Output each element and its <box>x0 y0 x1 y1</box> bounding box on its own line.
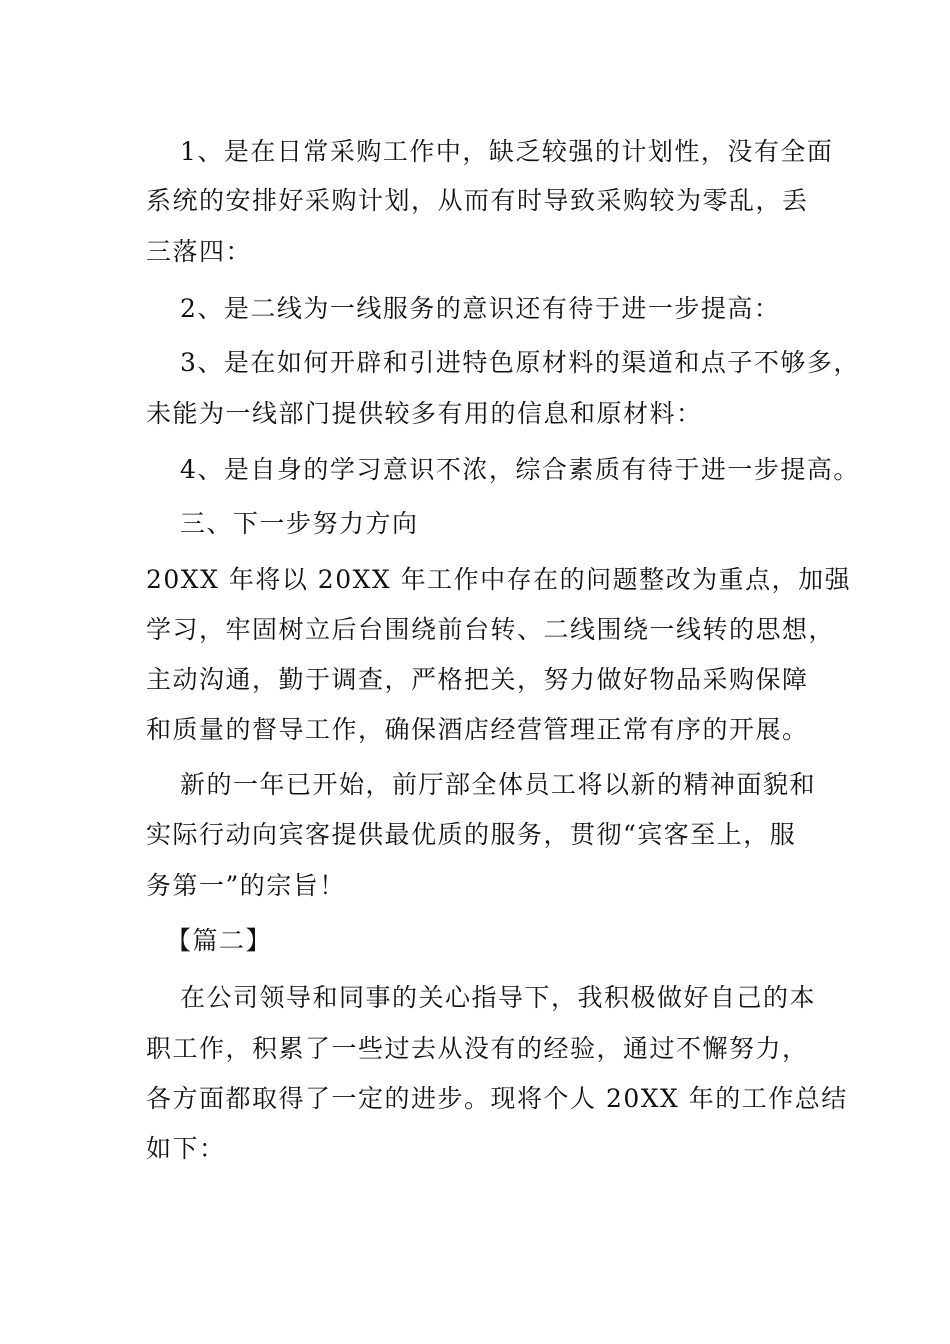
body-line-15: 务第一”的宗旨！ <box>146 871 346 900</box>
body-line-7: 4、是自身的学习意识不浓，综合素质有待于进一步提高。 <box>180 455 860 484</box>
body-line-10: 学习，牢固树立后台围绕前台转、二线围绕一线转的思想， <box>146 615 836 644</box>
body-line-6: 未能为一线部门提供较多有用的信息和原材料： <box>146 399 703 428</box>
body-line-20: 如下： <box>146 1134 226 1163</box>
body-line-17: 在公司领导和同事的关心指导下，我积极做好自己的本 <box>180 983 817 1012</box>
body-line-3: 三落四： <box>146 237 253 266</box>
body-line-19: 各方面都取得了一定的进步。现将个人 20XX 年的工作总结 <box>146 1084 848 1113</box>
body-line-13: 新的一年已开始，前厅部全体员工将以新的精神面貌和 <box>180 770 817 799</box>
body-line-2: 系统的安排好采购计划，从而有时导致采购较为零乱，丢 <box>146 186 809 215</box>
body-line-1: 1、是在日常采购工作中，缺乏较强的计划性，没有全面 <box>180 137 834 166</box>
body-line-4: 2、是二线为一线服务的意识还有待于进一步提高： <box>180 294 781 323</box>
body-line-14: 实际行动向宾客提供最优质的服务，贯彻“宾客至上，服 <box>146 820 797 849</box>
body-line-9: 20XX 年将以 20XX 年工作中存在的问题整改为重点，加强 <box>146 565 852 594</box>
body-line-12: 和质量的督导工作，确保酒店经营管理正常有序的开展。 <box>146 715 809 744</box>
part-heading: 【篇二】 <box>166 926 273 955</box>
body-line-11: 主动沟通，勤于调查，严格把关，努力做好物品采购保障 <box>146 665 809 694</box>
body-line-5: 3、是在如何开辟和引进特色原材料的渠道和点子不够多， <box>180 348 860 377</box>
section-heading: 三、下一步努力方向 <box>180 509 419 538</box>
body-line-18: 职工作，积累了一些过去从没有的经验，通过不懈努力， <box>146 1034 809 1063</box>
